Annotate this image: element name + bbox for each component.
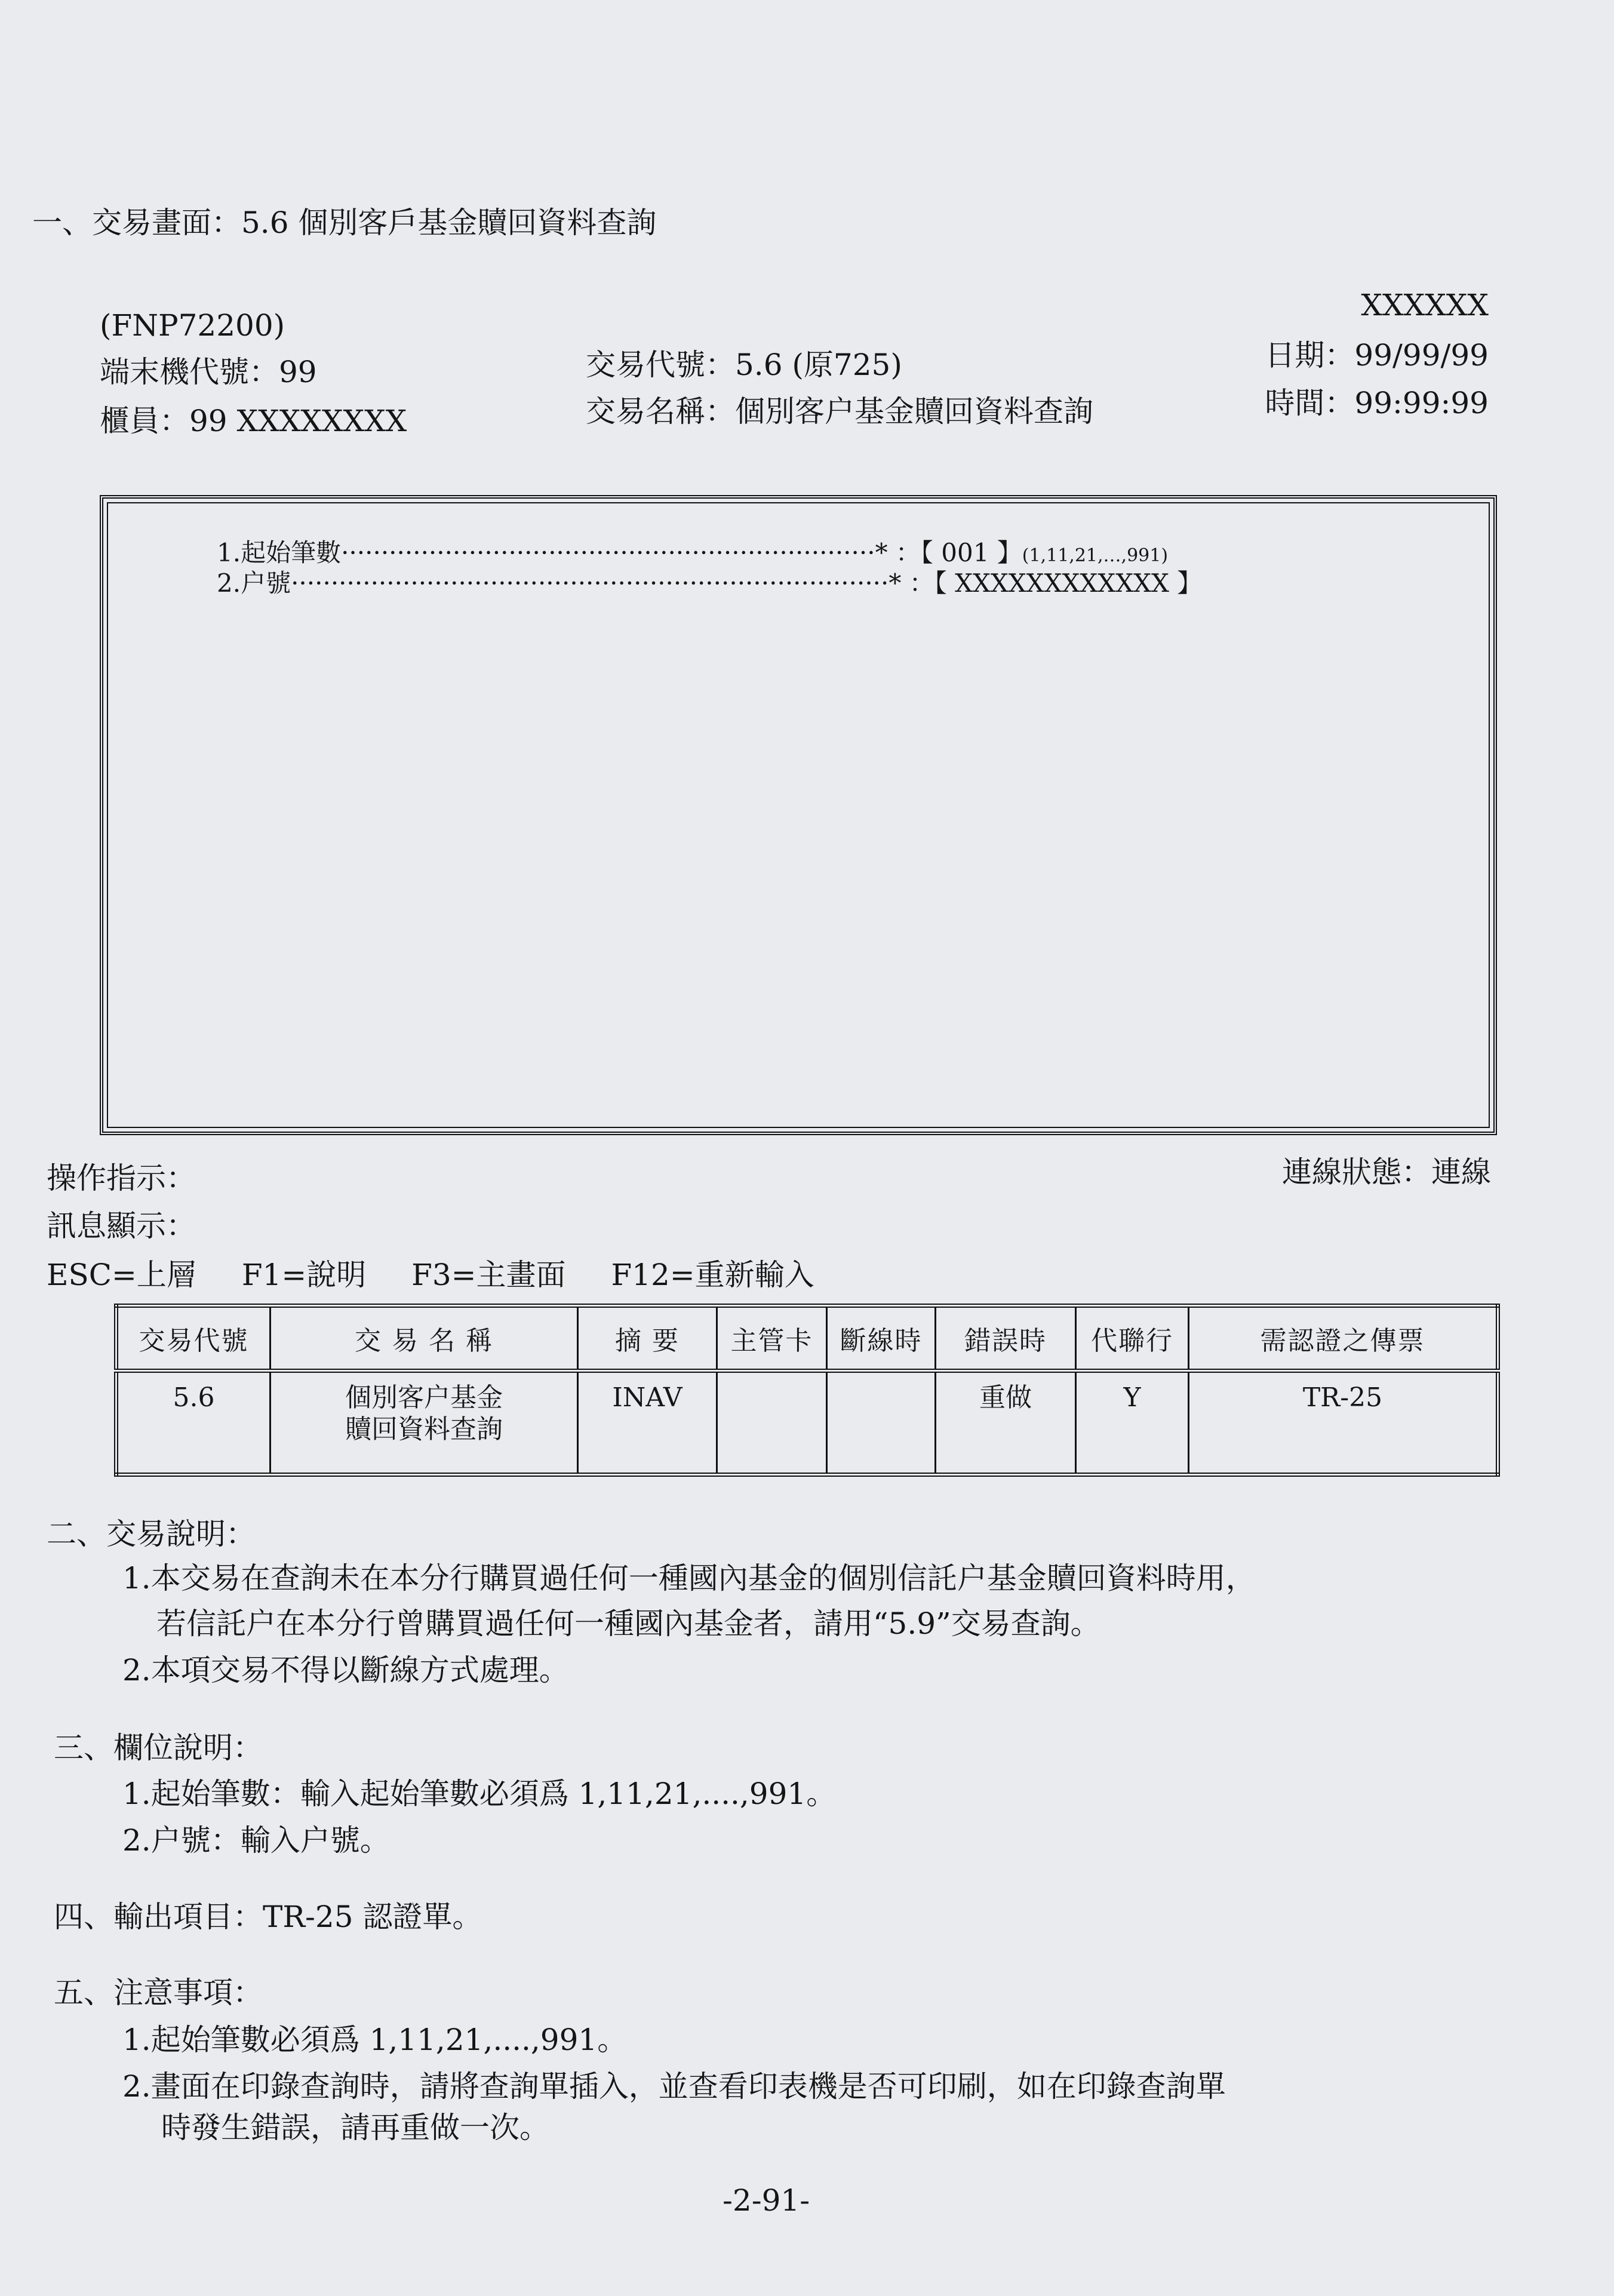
key-f1[interactable]: F1=說明 (241, 1258, 367, 1292)
field-leader: ···········································································* ： (291, 568, 934, 598)
transaction-table (114, 1304, 1500, 1477)
key-esc[interactable]: ESC=上層 (47, 1258, 196, 1292)
section5-item: 時發生錯誤，請再重做一次。 (161, 2110, 549, 2145)
message-display: 訊息顯示： (47, 1209, 196, 1243)
section5-item: 1.起始筆數必須爲 1,11,21,....,991。 (122, 2023, 628, 2057)
field-leader: ···································································* ： (341, 538, 921, 567)
cell-supervisor-card (717, 1371, 827, 1475)
start-count-input[interactable]: 【 001 】 (920, 538, 1022, 567)
top-right-code: XXXXXX (1361, 288, 1489, 322)
section1-title: 一、交易畫面：5.6 個別客戶基金贖回資料查詢 (32, 205, 657, 240)
operation-prompt: 操作指示： (47, 1161, 196, 1195)
header-cell: 摘 要 (578, 1306, 717, 1371)
key-f3[interactable]: F3=主畫面 (411, 1258, 566, 1292)
header-cell: 錯誤時 (936, 1306, 1076, 1371)
field-account-no[interactable] (217, 568, 1203, 598)
header-cell: 代聯行 (1076, 1306, 1189, 1371)
header-cell: 交 易 名 稱 (270, 1306, 578, 1371)
header-cell: 主管卡 (717, 1306, 827, 1371)
table-header-row (116, 1306, 1498, 1371)
section2-item: 1.本交易在查詢未在本分行購買過任何一種國內基金的個別信託户基金贖回資料時用， (122, 1561, 1256, 1596)
section5-item: 2.畫面在印錄查詢時，請將查詢單插入，並查看印表機是否可印刷，如在印錄查詢單 (122, 2069, 1226, 2104)
cell-name: 個別客户基金 贖回資料查詢 (270, 1371, 578, 1475)
section3-title: 三、欄位說明： (54, 1731, 263, 1765)
transaction-code: 交易代號：5.6 (原725) (586, 348, 902, 382)
cell-offline (827, 1371, 936, 1475)
header-cell: 需認證之傳票 (1189, 1306, 1498, 1371)
time: 時間：99:99:99 (1265, 386, 1489, 420)
field-hint: (1,11,21,…,991) (1022, 545, 1169, 566)
table-row (116, 1371, 1498, 1475)
cell-on-error: 重做 (936, 1371, 1076, 1475)
page-number: -2-91- (723, 2183, 810, 2218)
key-f12[interactable]: F12=重新輸入 (611, 1258, 814, 1292)
field-label: 2.户號 (217, 568, 291, 598)
cell-code: 5.6 (116, 1371, 270, 1475)
terminal-id: 端末機代號：99 (100, 355, 317, 389)
section3-item: 1.起始筆數：輸入起始筆數必須爲 1,11,21,....,991。 (122, 1776, 837, 1811)
section5-title: 五、注意事項： (54, 1975, 263, 2010)
field-start-count[interactable] (217, 540, 1168, 565)
section2-item: 2.本項交易不得以斷線方式處理。 (122, 1653, 569, 1688)
header-cell: 交易代號 (116, 1306, 270, 1371)
connection-status: 連線狀態：連線 (1282, 1155, 1491, 1190)
section4-title: 四、輸出項目：TR-25 認證單。 (54, 1899, 482, 1934)
cell-voucher: TR-25 (1189, 1371, 1498, 1475)
date: 日期：99/99/99 (1265, 338, 1489, 373)
field-label: 1.起始筆數 (217, 538, 342, 567)
program-id: (FNP72200) (100, 308, 285, 343)
cell-agent-branch: Y (1076, 1371, 1189, 1475)
transaction-name: 交易名稱：個別客户基金贖回資料查詢 (586, 394, 1093, 429)
account-no-input[interactable]: 【 XXXXXXXXXXXX 】 (934, 568, 1203, 598)
header-cell: 斷線時 (827, 1306, 936, 1371)
section2-item: 若信託户在本分行曾購買過任何一種國內基金者，請用“5.9”交易查詢。 (156, 1606, 1100, 1641)
section3-item: 2.户號：輸入户號。 (122, 1823, 390, 1858)
section2-title: 二、交易說明： (47, 1517, 256, 1551)
teller: 櫃員：99 XXXXXXXX (100, 404, 407, 438)
cell-summary: INAV (578, 1371, 717, 1475)
function-keys (47, 1260, 814, 1290)
